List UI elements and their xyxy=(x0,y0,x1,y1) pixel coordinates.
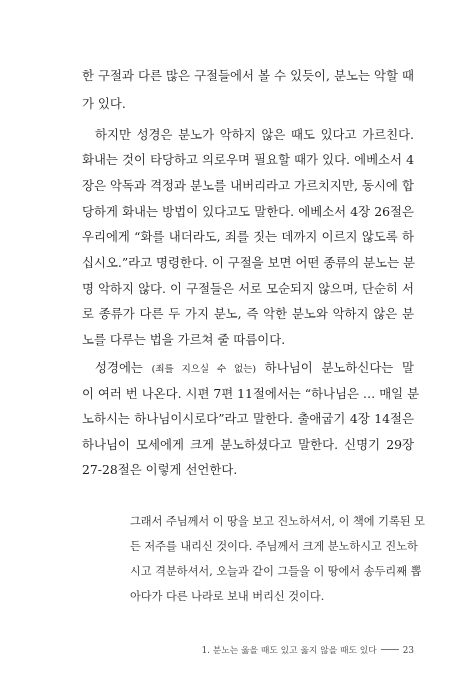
body-line: 가 있다. xyxy=(82,96,126,111)
paragraph-continuation: 하나님이 분노하신다는 말 xyxy=(256,360,414,375)
chapter-title: 1. 분노는 옳을 때도 있고 옳지 않을 때도 있다 xyxy=(201,646,377,656)
body-line: 이 여러 번 나온다. 시편 7편 11절에서는 “하나님은 … 매일 분 xyxy=(82,386,420,401)
body-line: 우리에게 “화를 내더라도, 죄를 짓는 데까지 이르지 않도록 하 xyxy=(82,229,414,244)
body-line: 27-28절은 이렇게 선언한다. xyxy=(82,462,238,477)
body-line: 화내는 것이 타당하고 의로우며 필요할 때가 있다. 에베소서 4 xyxy=(82,152,414,167)
page-number: 23 xyxy=(402,646,414,656)
body-line: 노를 다루는 법을 가르쳐 줄 따름이다. xyxy=(82,332,286,347)
body-line: 십시오.”라고 명령한다. 이 구절을 보면 어떤 종류의 분노는 분 xyxy=(82,255,415,270)
body-line: 장은 악독과 격정과 분노를 내버리라고 가르치지만, 동시에 합 xyxy=(82,178,414,193)
parenthetical-note: (죄를 지으실 수 없는) xyxy=(151,364,257,375)
paragraph-start: 성경에는 xyxy=(95,360,152,375)
body-line: 로 종류가 다른 두 가지 분노, 즉 악한 분노와 악하지 않은 분 xyxy=(82,306,414,321)
body-line: 명 악하지 않다. 이 구절들은 서로 모순되지 않으며, 단순히 서 xyxy=(82,281,414,296)
body-line: 하지만 성경은 분노가 악하지 않은 때도 있다고 가르친다. xyxy=(95,127,414,142)
block-quote-line: 든 저주를 내리신 것이다. 주님께서 크게 분노하시고 진노하 xyxy=(130,540,418,553)
body-line: 노하시는 하나님이시로다”라고 말한다. 출애굽기 4장 14절은 xyxy=(82,411,414,426)
footer-rule xyxy=(381,649,399,650)
block-quote-line: 시고 격분하셔서, 오늘과 같이 그들을 이 땅에서 송두리째 뽑 xyxy=(130,565,422,578)
body-line xyxy=(95,360,414,376)
block-quote-line: 그래서 주님께서 이 땅을 보고 진노하셔서, 이 책에 기록된 모 xyxy=(130,515,425,528)
body-line: 하나님이 모세에게 크게 분노하셨다고 말한다. 신명기 29장 xyxy=(82,437,414,452)
body-line: 한 구절과 다른 많은 구절들에서 볼 수 있듯이, 분노는 악할 때 xyxy=(82,68,414,83)
running-footer xyxy=(202,643,414,656)
block-quote-line: 아다가 다른 나라로 보내 버리신 것이다. xyxy=(130,590,325,603)
body-line: 당하게 화내는 방법이 있다고도 말한다. 에베소서 4장 26절은 xyxy=(82,204,414,219)
